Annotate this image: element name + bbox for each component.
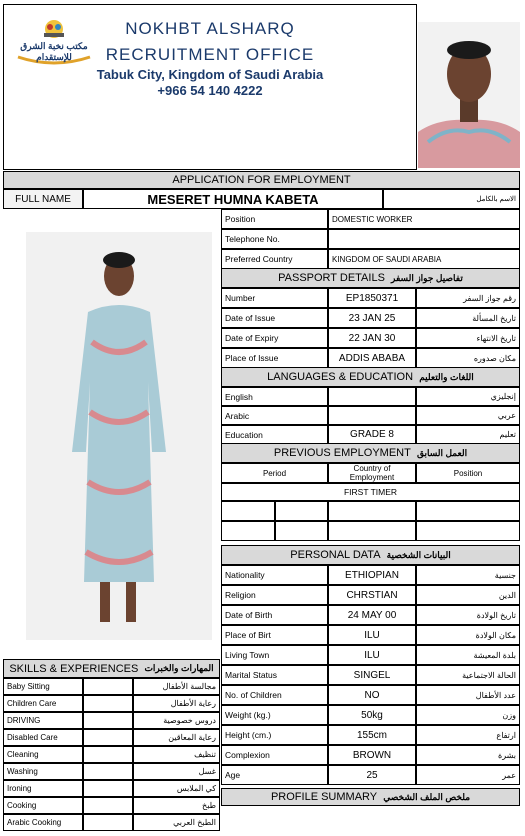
- prev-title: PREVIOUS EMPLOYMENT: [273, 447, 411, 459]
- prev-note: FIRST TIMER: [221, 483, 520, 501]
- prev-title-ar: العمل السابق: [416, 447, 468, 458]
- skill-label-ar: غسل: [133, 763, 220, 780]
- skills-title-bar: [3, 659, 220, 678]
- languages-row: [221, 406, 520, 425]
- languages-value: [328, 387, 416, 406]
- personal-row: [221, 585, 520, 605]
- profile-title: PROFILE SUMMARY: [270, 791, 378, 803]
- passport-value: 22 JAN 30: [328, 328, 416, 348]
- personal-label-ar: جنسية: [416, 565, 520, 585]
- company-address: Tabuk City, Kingdom of Saudi Arabia: [96, 67, 324, 82]
- skill-level: [83, 678, 133, 695]
- personal-label: Height (cm.): [221, 725, 328, 745]
- skill-label: Baby Sitting: [3, 678, 83, 695]
- passport-value: 23 JAN 25: [328, 308, 416, 328]
- personal-value: 25: [328, 765, 416, 785]
- personal-label-ar: تاريخ الولادة: [416, 605, 520, 625]
- languages-label: Education: [221, 425, 328, 444]
- personal-label: Place of Birt: [221, 625, 328, 645]
- job-label: Position: [221, 209, 328, 229]
- job-value: DOMESTIC WORKER: [328, 209, 520, 229]
- personal-label: Weight (kg.): [221, 705, 328, 725]
- full-name-row: [3, 189, 520, 209]
- full-name-label: FULL NAME: [3, 189, 83, 209]
- languages-section-title: [221, 368, 520, 387]
- personal-row: [221, 605, 520, 625]
- logo-text: مكتب نخبة الشرق للإستقدام: [20, 41, 88, 62]
- personal-row: [221, 725, 520, 745]
- personal-value: NO: [328, 685, 416, 705]
- skill-label: Children Care: [3, 695, 83, 712]
- skill-level: [83, 814, 133, 831]
- skill-row: [3, 729, 220, 746]
- skill-row: [3, 780, 220, 797]
- skill-row: [3, 763, 220, 780]
- skill-label: Cleaning: [3, 746, 83, 763]
- languages-label-ar: عربي: [416, 406, 520, 425]
- personal-value: SINGEL: [328, 665, 416, 685]
- personal-label: Complexion: [221, 745, 328, 765]
- skill-label-ar: كي الملابس: [133, 780, 220, 797]
- passport-row: [221, 328, 520, 348]
- prev-header-row: [221, 463, 520, 483]
- skill-label: Disabled Care: [3, 729, 83, 746]
- job-row: [221, 249, 520, 269]
- personal-row: [221, 625, 520, 645]
- personal-value: 24 MAY 00: [328, 605, 416, 625]
- personal-value: 50kg: [328, 705, 416, 725]
- job-value: [328, 229, 520, 249]
- personal-label-ar: بلدة المعيشة: [416, 645, 520, 665]
- personal-label: Marital Status: [221, 665, 328, 685]
- skill-label: Ironing: [3, 780, 83, 797]
- skills-title-ar: المهارات والخبرات: [144, 663, 214, 673]
- personal-label: Living Town: [221, 645, 328, 665]
- skill-row: [3, 678, 220, 695]
- personal-label-ar: وزن: [416, 705, 520, 725]
- job-label: Preferred Country: [221, 249, 328, 269]
- personal-value: ILU: [328, 645, 416, 665]
- skill-level: [83, 729, 133, 746]
- personal-row: [221, 565, 520, 585]
- prev-empty-row-2: [221, 521, 520, 541]
- passport-label: Number: [221, 288, 328, 308]
- skill-level: [83, 780, 133, 797]
- languages-label: English: [221, 387, 328, 406]
- previous-employment-title: [221, 444, 520, 463]
- personal-label-ar: مكان الولادة: [416, 625, 520, 645]
- skill-label-ar: الطبخ العربي: [133, 814, 220, 831]
- applicant-photo-small: [418, 22, 520, 168]
- passport-row: [221, 348, 520, 368]
- personal-value: ETHIOPIAN: [328, 565, 416, 585]
- skills-section: [3, 659, 220, 831]
- skill-label-ar: طبخ: [133, 797, 220, 814]
- application-title: APPLICATION FOR EMPLOYMENT: [3, 171, 520, 189]
- skill-label: DRIVING: [3, 712, 83, 729]
- personal-label-ar: ارتفاع: [416, 725, 520, 745]
- skill-row: [3, 695, 220, 712]
- personal-row: [221, 665, 520, 685]
- job-label: Telephone No.: [221, 229, 328, 249]
- skill-label-ar: تنظيف: [133, 746, 220, 763]
- skill-level: [83, 746, 133, 763]
- languages-title: LANGUAGES & EDUCATION: [267, 371, 414, 383]
- job-value: KINGDOM OF SAUDI ARABIA: [328, 249, 520, 269]
- passport-row: [221, 308, 520, 328]
- skill-label: Washing: [3, 763, 83, 780]
- passport-section-title: [221, 269, 520, 288]
- passport-value: EP1850371: [328, 288, 416, 308]
- header-box: [3, 4, 417, 170]
- personal-label: Nationality: [221, 565, 328, 585]
- prev-col-country: Country of Employment: [328, 463, 416, 483]
- personal-row: [221, 685, 520, 705]
- skill-label: Arabic Cooking: [3, 814, 83, 831]
- right-column: [221, 209, 520, 806]
- skill-label-ar: دروس خصوصية: [133, 712, 220, 729]
- languages-title-ar: اللغات والتعليم: [419, 371, 474, 382]
- passport-row: [221, 288, 520, 308]
- languages-value: GRADE 8: [328, 425, 416, 444]
- job-row: [221, 209, 520, 229]
- skill-label-ar: رعاية المعاقين: [133, 729, 220, 746]
- skill-level: [83, 695, 133, 712]
- passport-title: PASSPORT DETAILS: [278, 272, 385, 284]
- personal-row: [221, 765, 520, 785]
- applicant-photo-full: [26, 232, 212, 640]
- personal-value: ILU: [328, 625, 416, 645]
- languages-value: [328, 406, 416, 425]
- personal-value: CHRSTIAN: [328, 585, 416, 605]
- personal-row: [221, 745, 520, 765]
- passport-title-ar: تفاصيل جواز السفر: [391, 272, 463, 283]
- passport-label: Date of Expiry: [221, 328, 328, 348]
- company-name: NOKHBT ALSHARQ: [125, 19, 295, 38]
- full-name-ar: الاسم بالكامل: [383, 189, 520, 209]
- skill-label: Cooking: [3, 797, 83, 814]
- personal-label: Religion: [221, 585, 328, 605]
- passport-label-ar: تاريخ الانتهاء: [416, 328, 520, 348]
- passport-value: ADDIS ABABA: [328, 348, 416, 368]
- languages-label: Arabic: [221, 406, 328, 425]
- personal-label: Age: [221, 765, 328, 785]
- languages-row: [221, 425, 520, 444]
- personal-label-ar: عمر: [416, 765, 520, 785]
- profile-title-ar: ملخص الملف الشخصي: [383, 791, 471, 802]
- skill-row: [3, 797, 220, 814]
- prev-empty-row-1: [221, 501, 520, 521]
- personal-label-ar: الحالة الاجتماعية: [416, 665, 520, 685]
- skill-row: [3, 746, 220, 763]
- company-phone: +966 54 140 4222: [157, 83, 263, 98]
- skill-level: [83, 712, 133, 729]
- skill-level: [83, 797, 133, 814]
- passport-label: Date of Issue: [221, 308, 328, 328]
- skill-row: [3, 712, 220, 729]
- company-subtitle: RECRUITMENT OFFICE: [105, 45, 315, 64]
- passport-label-ar: تاريخ المسألة: [416, 308, 520, 328]
- languages-row: [221, 387, 520, 406]
- passport-label-ar: مكان صدوره: [416, 348, 520, 368]
- languages-label-ar: تعليم: [416, 425, 520, 444]
- skill-label-ar: رعاية الأطفال: [133, 695, 220, 712]
- passport-label-ar: رقم جواز السفر: [416, 288, 520, 308]
- personal-row: [221, 645, 520, 665]
- personal-label: No. of Children: [221, 685, 328, 705]
- personal-label-ar: الدين: [416, 585, 520, 605]
- job-row: [221, 229, 520, 249]
- personal-label: Date of Birth: [221, 605, 328, 625]
- personal-label-ar: عدد الأطفال: [416, 685, 520, 705]
- personal-row: [221, 705, 520, 725]
- prev-col-period: Period: [221, 463, 328, 483]
- skill-level: [83, 763, 133, 780]
- skill-row: [3, 814, 220, 831]
- personal-value: BROWN: [328, 745, 416, 765]
- skill-label-ar: مجالسة الأطفال: [133, 678, 220, 695]
- personal-title-ar: البيانات الشخصية: [386, 549, 451, 560]
- personal-label-ar: بشرة: [416, 745, 520, 765]
- profile-summary-title: [221, 788, 520, 806]
- passport-label: Place of Issue: [221, 348, 328, 368]
- prev-col-position: Position: [416, 463, 520, 483]
- full-name-value: MESERET HUMNA KABETA: [83, 189, 383, 209]
- personal-data-title: [221, 545, 520, 565]
- personal-value: 155cm: [328, 725, 416, 745]
- personal-title: PERSONAL DATA: [290, 549, 381, 561]
- languages-label-ar: إنجليزي: [416, 387, 520, 406]
- skills-title: SKILLS & EXPERIENCES: [9, 662, 139, 675]
